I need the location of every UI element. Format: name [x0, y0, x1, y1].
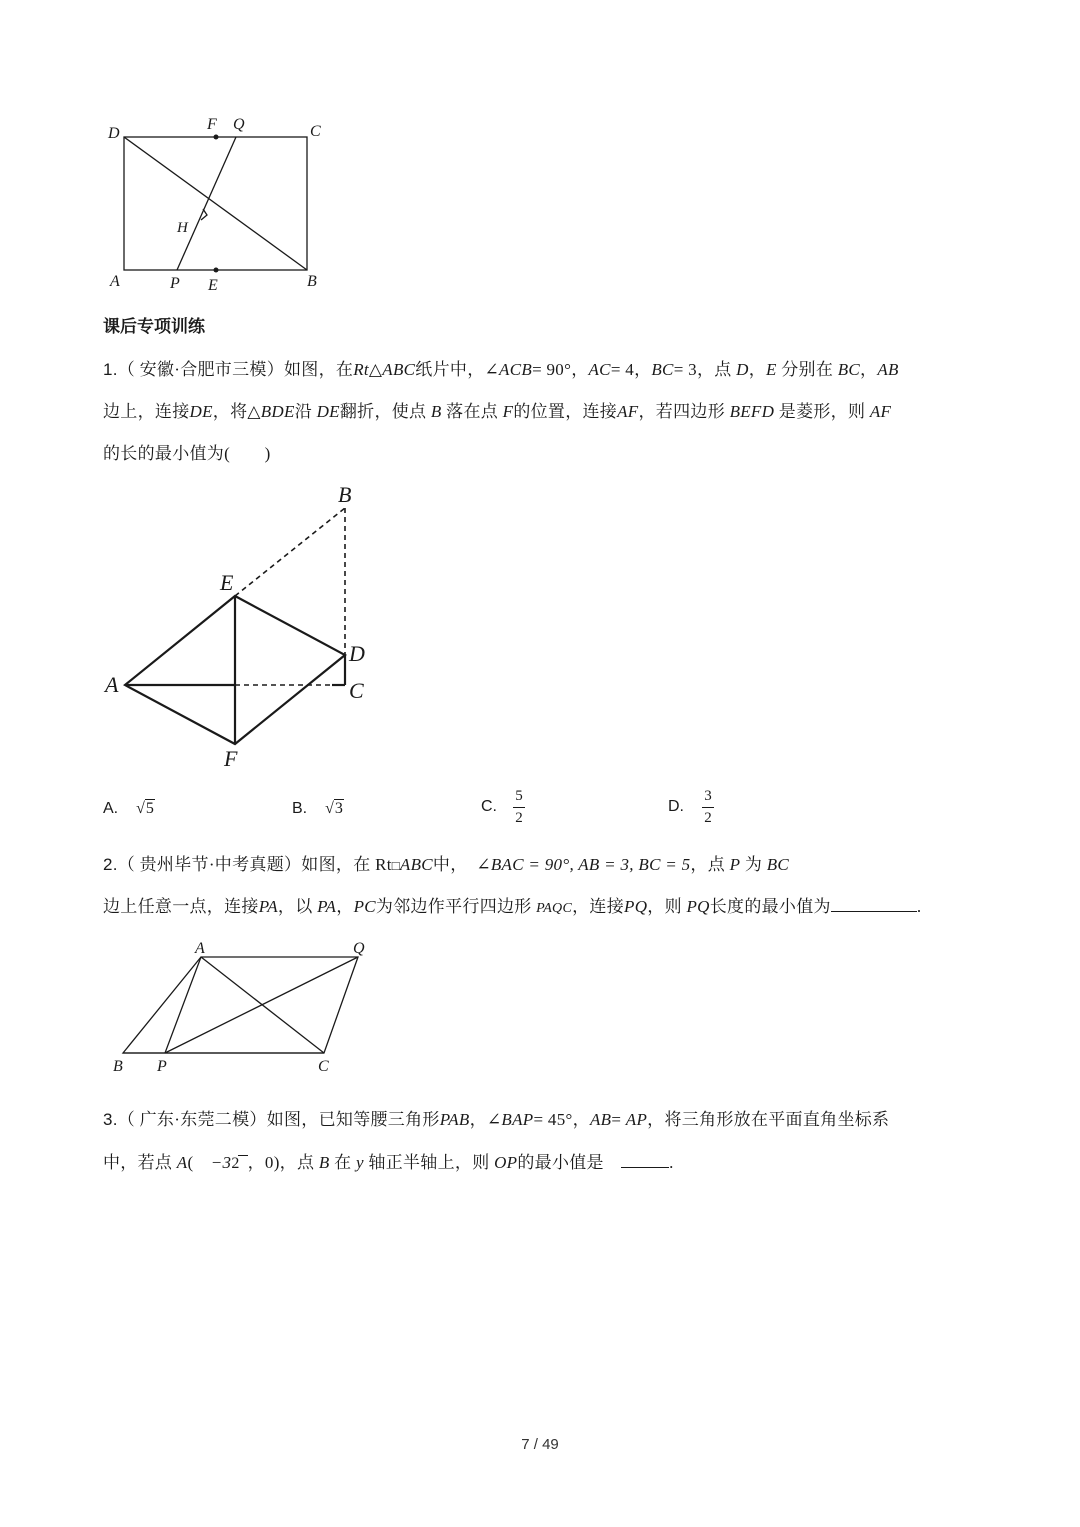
- radical-sign: [238, 1155, 248, 1168]
- q1-text: = 4，: [610, 360, 652, 379]
- page-number: 7 / 49: [521, 1436, 559, 1453]
- q3-source: （ 广东·东莞二模）: [117, 1110, 267, 1129]
- q1-text: 边上，连接: [103, 402, 190, 421]
- q2-text: ，连接: [572, 897, 625, 916]
- radicand: 3: [334, 800, 343, 817]
- option-label: B.: [292, 800, 308, 817]
- q2-source: （ 贵州毕节·中考真题）: [117, 855, 302, 874]
- q1-math: F: [502, 402, 514, 421]
- q2-math: P: [729, 855, 741, 874]
- q1-text: 沿: [294, 402, 313, 421]
- sqrt-expression: [231, 1155, 247, 1173]
- q3-math: B: [318, 1153, 330, 1172]
- label-d: D: [108, 125, 120, 142]
- q2-text: 长度的最小值为: [709, 897, 831, 916]
- q1-source: （ 安徽·合肥市三模）: [117, 360, 284, 379]
- label-a: A: [195, 940, 205, 957]
- radicand: 2: [231, 1155, 240, 1172]
- q1-option-b[interactable]: [292, 800, 344, 818]
- q3-text: 的最小值是: [517, 1153, 604, 1172]
- q3-line-2: [103, 1148, 674, 1173]
- label-d: D: [349, 641, 365, 666]
- q1-text: 的位置，连接: [513, 402, 618, 421]
- q1-math: BDE: [260, 402, 295, 421]
- q1-math: D: [736, 360, 749, 379]
- q3-math: ∠BAP: [486, 1110, 534, 1129]
- point-f: [214, 135, 219, 140]
- label-p: P: [157, 1058, 167, 1075]
- label-b: B: [113, 1058, 123, 1075]
- label-q: Q: [233, 116, 245, 133]
- parallelogram-baqc: [123, 957, 358, 1053]
- q2-math: PA: [317, 897, 337, 916]
- q1-text: = 3，点: [673, 360, 732, 379]
- q1-text: 翻折，使点: [339, 402, 427, 421]
- label-h: H: [177, 220, 188, 236]
- q2-text: 为: [744, 855, 763, 874]
- label-p: P: [170, 275, 180, 292]
- q2-math: ABC: [399, 855, 433, 874]
- label-f: F: [224, 746, 238, 771]
- figure-rectangle: [100, 110, 340, 300]
- q3-line-1: [103, 1105, 889, 1130]
- label-c: C: [310, 123, 321, 140]
- line-ac: [201, 957, 324, 1053]
- q1-math: E: [766, 360, 777, 379]
- option-label: D.: [668, 798, 684, 815]
- q2-text: .: [916, 897, 922, 916]
- q3-text: 轴正半轴上，则: [368, 1153, 490, 1172]
- q3-text: 中，若点: [103, 1153, 173, 1172]
- q3-number: 3.: [103, 1110, 118, 1129]
- label-c: C: [349, 678, 364, 703]
- q1-text: = 90°，: [532, 360, 589, 379]
- q2-text: ，点: [690, 855, 725, 874]
- q1-math: BEFD: [729, 402, 775, 421]
- q1-line-3: 的长的最小值为( ): [103, 444, 271, 463]
- fraction: [513, 788, 525, 826]
- q3-math: −3: [210, 1153, 232, 1172]
- answer-blank[interactable]: [831, 911, 917, 912]
- q1-text: ，若四边形: [638, 402, 725, 421]
- sqrt-expression: √3: [325, 800, 343, 817]
- numerator: 5: [515, 788, 523, 804]
- q1-math: AC: [588, 360, 611, 379]
- label-f: F: [207, 116, 217, 133]
- q3-math: OP: [494, 1153, 518, 1172]
- line-pq: [177, 137, 236, 270]
- q2-line-2: [103, 892, 921, 917]
- numerator: 3: [704, 788, 712, 804]
- radicand: 5: [145, 800, 154, 817]
- q2-text: 中，: [432, 855, 460, 874]
- q2-math: PQ: [624, 897, 648, 916]
- q2-glyph: □: [391, 858, 400, 873]
- q3-math: AP: [625, 1110, 648, 1129]
- q3-text: 在: [334, 1153, 352, 1172]
- q3-text: =: [611, 1110, 622, 1129]
- fraction: [702, 788, 714, 826]
- label-q: Q: [353, 940, 365, 957]
- q1-math: DE: [189, 402, 213, 421]
- q2-text: 边上任意一点，连接: [103, 897, 259, 916]
- q2-math: PC: [353, 897, 376, 916]
- fraction-bar: [702, 807, 714, 808]
- label-a: A: [105, 672, 119, 697]
- q1-line-2: [103, 397, 891, 422]
- label-e: E: [220, 570, 234, 595]
- q1-line-1: [103, 355, 899, 380]
- q2-number: 2.: [103, 855, 118, 874]
- option-label: C.: [481, 798, 497, 815]
- q2-text: ，: [336, 897, 354, 916]
- denominator: 2: [515, 809, 523, 826]
- q3-text: ，: [469, 1110, 487, 1129]
- q3-text: 如图，已知等腰三角形: [266, 1110, 440, 1129]
- q1-option-d[interactable]: [668, 788, 714, 826]
- q3-text: = 45°，: [533, 1110, 590, 1129]
- sqrt-expression: √5: [136, 800, 154, 817]
- section-heading: 课后专项训练: [103, 317, 205, 336]
- q2-line-1: [103, 850, 789, 875]
- q1-number: 1.: [103, 360, 118, 379]
- point-e: [214, 268, 219, 273]
- q3-text: ，0)，点: [247, 1153, 315, 1172]
- q1-text: ，: [748, 360, 766, 379]
- q1-math: BC: [651, 360, 674, 379]
- line-eb-dashed: [235, 508, 345, 596]
- q3-math: y: [355, 1153, 364, 1172]
- q3-text: .: [669, 1153, 674, 1172]
- q1-math: BC: [837, 360, 861, 379]
- q2-math: PA: [258, 897, 278, 916]
- q2-text: 为邻边作平行四边形: [375, 897, 532, 916]
- q2-math: BC: [766, 855, 790, 874]
- q1-text: 纸片中，: [415, 360, 485, 379]
- fraction-bar: [513, 807, 525, 808]
- label-b: B: [338, 482, 352, 507]
- q3-text: ，将三角形放在平面直角坐标系: [647, 1110, 890, 1129]
- line-pa: [165, 957, 201, 1053]
- q1-option-c[interactable]: [481, 788, 525, 826]
- q3-text: (: [187, 1153, 194, 1172]
- label-a: A: [110, 273, 120, 290]
- q1-option-a[interactable]: [103, 800, 155, 818]
- q1-text: 分别在: [781, 360, 834, 379]
- q2-math: ∠BAC = 90°, AB = 3, BC = 5: [476, 855, 691, 874]
- line-dh-b: [124, 137, 307, 270]
- figure-rhombus: [100, 478, 390, 778]
- option-label: A.: [103, 800, 119, 817]
- denominator: 2: [704, 809, 712, 826]
- q1-text: ，将△: [212, 402, 261, 421]
- q1-text: 落在点: [446, 402, 499, 421]
- label-b: B: [307, 273, 317, 290]
- q1-math: Rt△ABC: [353, 360, 416, 379]
- q2-text: ，则: [647, 897, 682, 916]
- figure-parallelogram: [100, 935, 390, 1080]
- q2-text: ，以: [277, 897, 313, 916]
- q1-text: ，: [860, 360, 878, 379]
- q2-math: PAQC: [536, 901, 573, 916]
- q3-math: A: [176, 1153, 188, 1172]
- q3-math: PAB: [439, 1110, 470, 1129]
- q3-math: AB: [589, 1110, 612, 1129]
- q1-math: ∠ACB: [484, 360, 533, 379]
- q1-math: AF: [617, 402, 639, 421]
- q1-text: 如图，在: [284, 360, 354, 379]
- q1-math: B: [430, 402, 442, 421]
- q1-math: DE: [316, 402, 340, 421]
- label-e: E: [208, 277, 218, 294]
- q1-math: AF: [869, 402, 892, 421]
- q1-math: AB: [877, 360, 899, 379]
- q1-text: 是菱形，则: [778, 402, 866, 421]
- q2-math: Rt: [375, 855, 392, 874]
- q2-text: 如图，在: [301, 855, 371, 874]
- answer-blank[interactable]: [621, 1167, 669, 1168]
- label-c: C: [318, 1058, 329, 1075]
- q2-math: PQ: [686, 897, 710, 916]
